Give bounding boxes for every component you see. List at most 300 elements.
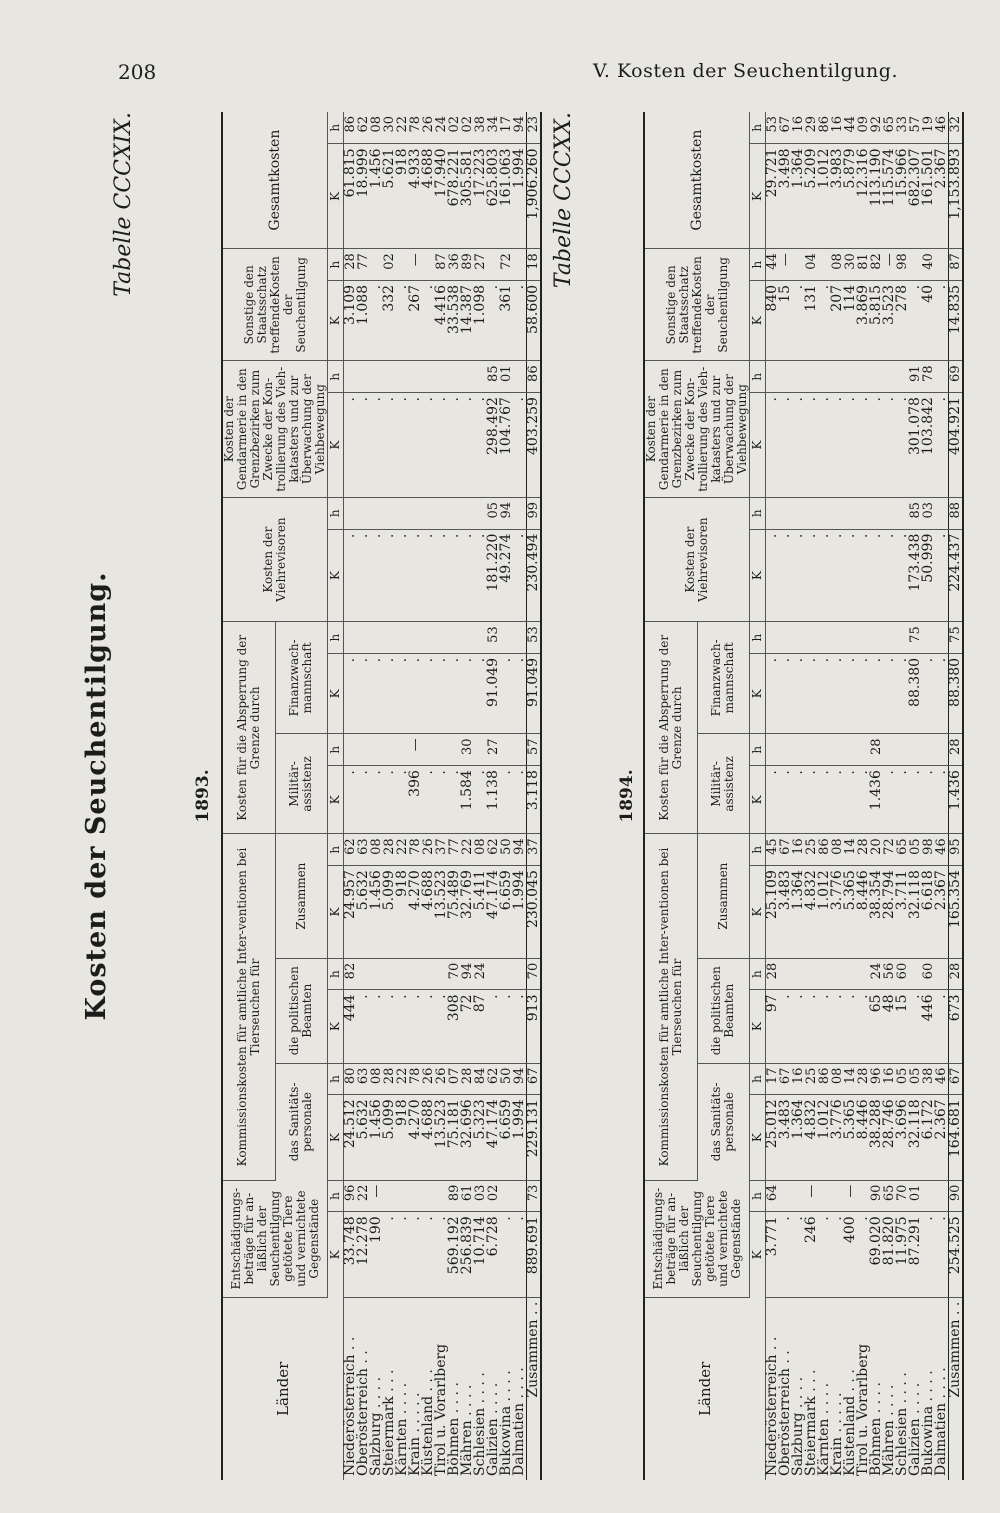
value-kronen: . — [513, 990, 527, 1063]
unit-h-header: h — [750, 497, 766, 529]
unit-k-header: K — [328, 653, 344, 733]
total-heller: 90 — [949, 1180, 964, 1212]
table-row — [779, 112, 792, 1480]
unit-k-header: K — [328, 990, 344, 1063]
value-heller: 78 — [409, 112, 422, 144]
unit-k-header: K — [750, 766, 766, 834]
value-heller: 77 — [357, 249, 370, 281]
value-kronen: . — [396, 653, 409, 733]
value-kronen: . — [896, 766, 909, 834]
value-heller: 08 — [831, 834, 844, 866]
value-heller — [513, 361, 527, 393]
value-kronen: . — [383, 393, 396, 498]
value-kronen: 361 — [500, 280, 513, 360]
value-heller — [818, 361, 831, 393]
value-kronen: . — [370, 990, 383, 1063]
value-kronen: . — [805, 766, 818, 834]
value-heller — [831, 361, 844, 393]
value-heller: 02 — [448, 112, 461, 144]
value-kronen: 1.584 — [461, 766, 474, 834]
value-heller: 28 — [461, 1063, 474, 1095]
value-heller: 67 — [779, 112, 792, 144]
land-name: Tirol u. Vorarlberg — [855, 1343, 871, 1476]
value-heller — [370, 497, 383, 529]
main-title: Kosten der Seuchentilgung. — [81, 571, 112, 1021]
value-heller: 05 — [909, 1063, 922, 1095]
land-name: Niederösterreich . . — [342, 1336, 358, 1476]
unit-h-header: h — [750, 112, 766, 144]
value-kronen: 1.012 — [818, 144, 831, 249]
value-kronen: . — [844, 393, 857, 498]
value-heller — [792, 622, 805, 654]
table-row — [922, 112, 935, 1480]
value-heller — [779, 497, 792, 529]
value-kronen: 2.367 — [935, 144, 949, 249]
value-heller: 25 — [805, 1063, 818, 1095]
value-kronen: 104.767 — [500, 393, 513, 498]
value-kronen: . — [844, 529, 857, 622]
value-kronen: 4.832 — [805, 866, 818, 959]
value-kronen: 305.581 — [461, 144, 474, 249]
value-kronen: . — [805, 393, 818, 498]
col-header-zusammen: Zusammen — [697, 834, 749, 958]
unit-k-header: K — [750, 280, 766, 360]
value-kronen: . — [500, 990, 513, 1063]
col-header-finanzwach: Finanzwach-mannschaft — [275, 622, 327, 734]
value-kronen: . — [344, 529, 358, 622]
value-heller — [779, 361, 792, 393]
value-kronen: . — [779, 653, 792, 733]
value-kronen: . — [805, 529, 818, 622]
value-kronen: 1.456 — [370, 866, 383, 959]
value-heller: 20 — [870, 834, 883, 866]
value-kronen: . — [935, 393, 949, 498]
year-label-1893: 1893. — [193, 769, 213, 823]
land-name: Krain . . . . . — [407, 1392, 423, 1476]
value-kronen: . — [344, 653, 358, 733]
value-kronen: 131 — [805, 280, 818, 360]
value-heller: 92 — [870, 112, 883, 144]
value-heller: 85 — [487, 361, 500, 393]
value-heller: 98 — [896, 249, 909, 281]
value-kronen: 32.696 — [461, 1095, 474, 1180]
value-kronen: . — [357, 653, 370, 733]
value-kronen: 190 — [370, 1212, 383, 1297]
col-header-gendarmerie: Kosten der Gendarmerie in den Grenzbezirken zum Zwecke der Kon-trollierung des Vieh-katasters und zur Überwachung der Viehbewegung — [222, 361, 328, 498]
value-heller: 60 — [896, 958, 909, 990]
value-kronen: . — [818, 1212, 831, 1297]
col-header-kommission: Kommissionskosten für amtliche Inter-ventionen bei Tierseuchen für — [644, 834, 697, 1180]
value-kronen: 1.012 — [818, 866, 831, 959]
value-heller — [792, 361, 805, 393]
value-heller: 30 — [461, 734, 474, 766]
value-kronen: . — [922, 1212, 935, 1297]
total-kronen: 88.380 — [949, 653, 964, 733]
value-heller: 08 — [831, 1063, 844, 1095]
value-kronen: . — [500, 1212, 513, 1297]
total-kronen: 3.118 — [527, 766, 542, 834]
value-kronen: . — [857, 990, 870, 1063]
unit-h-header: h — [750, 1063, 766, 1095]
value-heller — [935, 497, 949, 529]
value-kronen: . — [935, 766, 949, 834]
value-heller: 90 — [870, 1180, 883, 1212]
value-heller: 17 — [500, 112, 513, 144]
value-kronen: . — [513, 1212, 527, 1297]
value-heller — [818, 622, 831, 654]
unit-k-header: K — [750, 1095, 766, 1180]
unit-h-header: h — [328, 734, 344, 766]
table-row — [818, 112, 831, 1480]
value-heller: 77 — [448, 834, 461, 866]
value-kronen: . — [909, 990, 922, 1063]
value-heller — [513, 497, 527, 529]
value-kronen: 3.869 — [857, 280, 870, 360]
total-heller: 28 — [949, 958, 964, 990]
value-heller — [396, 622, 409, 654]
value-heller: 16 — [883, 1063, 896, 1095]
value-heller: 33 — [896, 112, 909, 144]
value-kronen: . — [779, 529, 792, 622]
value-kronen: 625.803 — [487, 144, 500, 249]
value-kronen: 47.174 — [487, 866, 500, 959]
total-heller: 23 — [527, 112, 542, 144]
value-kronen: 5.879 — [844, 144, 857, 249]
value-kronen: 3.483 — [779, 1095, 792, 1180]
value-heller: — — [370, 1180, 383, 1212]
unit-h-header: h — [328, 1063, 344, 1095]
value-kronen: 5.365 — [844, 1095, 857, 1180]
value-kronen: 5.411 — [474, 866, 487, 959]
value-kronen: 61.815 — [344, 144, 358, 249]
total-kronen: 1,906.260 — [527, 144, 542, 249]
value-heller: 53 — [766, 112, 780, 144]
value-heller — [766, 622, 780, 654]
value-heller: 94 — [513, 834, 527, 866]
total-kronen: 254.525 — [949, 1212, 964, 1297]
total-heller: 67 — [527, 1063, 542, 1095]
value-heller: 50 — [500, 1063, 513, 1095]
cost-table-1893 — [221, 112, 542, 1480]
value-kronen: 1.364 — [792, 866, 805, 959]
col-header-sonstige: Sonstige den Staatsschatz treffendeKosten der Seuchentilgung — [644, 249, 750, 361]
value-kronen: 3.711 — [896, 866, 909, 959]
value-kronen: . — [513, 393, 527, 498]
value-kronen: 6.728 — [487, 1212, 500, 1297]
value-heller: 64 — [766, 1180, 780, 1212]
value-kronen: 47.174 — [487, 1095, 500, 1180]
value-kronen: . — [396, 280, 409, 360]
total-kronen: 1.436 — [949, 766, 964, 834]
value-kronen: . — [370, 529, 383, 622]
value-heller — [896, 734, 909, 766]
value-kronen: . — [474, 766, 487, 834]
value-heller: 86 — [344, 112, 358, 144]
value-heller — [935, 1180, 949, 1212]
value-kronen: 2.367 — [935, 866, 949, 959]
value-kronen: 115.574 — [883, 144, 896, 249]
total-heller: 32 — [949, 112, 964, 144]
value-kronen: 33.748 — [344, 1212, 358, 1297]
value-heller: 57 — [909, 112, 922, 144]
value-kronen: 113.190 — [870, 144, 883, 249]
value-heller — [818, 958, 831, 990]
value-heller — [818, 734, 831, 766]
land-name: Steiermark . . . — [381, 1369, 397, 1476]
value-kronen: . — [792, 393, 805, 498]
value-kronen: . — [461, 529, 474, 622]
value-heller: 65 — [883, 112, 896, 144]
value-heller — [779, 1180, 792, 1212]
value-kronen: 918 — [396, 144, 409, 249]
value-heller — [422, 497, 435, 529]
value-kronen: 15 — [896, 990, 909, 1063]
value-heller — [357, 622, 370, 654]
value-kronen: 301.078 — [909, 393, 922, 498]
value-kronen: 38.354 — [870, 866, 883, 959]
value-heller — [792, 497, 805, 529]
value-heller — [883, 497, 896, 529]
value-heller — [513, 958, 527, 990]
value-kronen: 11.975 — [896, 1212, 909, 1297]
value-kronen: . — [844, 990, 857, 1063]
value-heller: — — [844, 1180, 857, 1212]
table-row — [831, 112, 844, 1480]
value-kronen: . — [883, 653, 896, 733]
value-heller — [396, 958, 409, 990]
value-heller: 22 — [396, 834, 409, 866]
value-kronen: . — [831, 990, 844, 1063]
table-label-1894: Tabelle CCCXX. — [551, 112, 576, 289]
value-heller — [344, 361, 358, 393]
value-heller — [779, 622, 792, 654]
value-kronen: . — [409, 1212, 422, 1297]
value-kronen: 12.316 — [857, 144, 870, 249]
land-name: Salzburg . . . . — [368, 1376, 384, 1476]
value-heller — [844, 361, 857, 393]
value-heller: 25 — [805, 834, 818, 866]
value-heller — [831, 497, 844, 529]
value-kronen: . — [435, 990, 448, 1063]
value-heller — [487, 958, 500, 990]
value-kronen: . — [805, 653, 818, 733]
value-heller — [844, 958, 857, 990]
unit-k-header: K — [328, 1212, 344, 1297]
value-kronen: . — [422, 766, 435, 834]
value-kronen: . — [792, 990, 805, 1063]
value-kronen: . — [818, 766, 831, 834]
value-heller — [500, 622, 513, 654]
value-heller — [357, 958, 370, 990]
total-kronen: 230.494 — [527, 529, 542, 622]
value-heller: 65 — [883, 1180, 896, 1212]
value-kronen: 298.492 — [487, 393, 500, 498]
total-label: Zusammen . . — [949, 1297, 964, 1480]
unit-h-header: h — [328, 361, 344, 393]
rotated-content — [75, 106, 963, 1486]
total-heller: 18 — [527, 249, 542, 281]
total-label: Zusammen . . — [527, 1297, 542, 1480]
value-heller — [805, 958, 818, 990]
value-heller — [870, 622, 883, 654]
total-heller: 73 — [527, 1180, 542, 1212]
value-heller — [883, 361, 896, 393]
value-heller: — — [883, 249, 896, 281]
value-heller: 78 — [409, 834, 422, 866]
value-kronen: . — [935, 529, 949, 622]
value-kronen: . — [383, 990, 396, 1063]
value-heller: 72 — [883, 834, 896, 866]
value-kronen: . — [922, 653, 935, 733]
value-kronen: . — [500, 766, 513, 834]
value-kronen: 50.999 — [922, 529, 935, 622]
value-heller — [461, 622, 474, 654]
value-heller: 02 — [383, 249, 396, 281]
value-kronen: 17.223 — [474, 144, 487, 249]
value-heller: 44 — [766, 249, 780, 281]
value-kronen: . — [435, 766, 448, 834]
value-kronen: . — [766, 653, 780, 733]
col-header-laender: Länder — [222, 1297, 344, 1480]
col-header-sanitaet: das Sanitäts-personale — [275, 1063, 327, 1180]
table-row — [370, 112, 383, 1480]
value-kronen: 114 — [844, 280, 857, 360]
value-heller: 61 — [461, 1180, 474, 1212]
value-heller — [357, 497, 370, 529]
value-kronen: . — [870, 529, 883, 622]
value-kronen: 1.138 — [487, 766, 500, 834]
value-heller: — — [409, 734, 422, 766]
value-kronen: . — [779, 393, 792, 498]
value-kronen: . — [383, 653, 396, 733]
table-label-1893: Tabelle CCCXIX. — [111, 112, 136, 297]
value-kronen: 32.769 — [461, 866, 474, 959]
value-kronen: 3.983 — [831, 144, 844, 249]
value-heller — [779, 734, 792, 766]
value-kronen: 1.012 — [818, 1095, 831, 1180]
value-heller: 08 — [370, 1063, 383, 1095]
value-heller: 01 — [909, 1180, 922, 1212]
value-kronen: . — [857, 529, 870, 622]
value-kronen: . — [831, 1212, 844, 1297]
unit-h-header: h — [328, 834, 344, 866]
value-heller — [461, 361, 474, 393]
value-heller — [935, 622, 949, 654]
value-heller: 98 — [922, 834, 935, 866]
value-kronen: . — [422, 1212, 435, 1297]
value-heller — [766, 734, 780, 766]
value-kronen: . — [818, 653, 831, 733]
value-kronen: . — [396, 393, 409, 498]
value-kronen: 18.999 — [357, 144, 370, 249]
value-heller — [766, 497, 780, 529]
value-heller — [344, 622, 358, 654]
unit-k-header: K — [750, 990, 766, 1063]
unit-k-header: K — [750, 144, 766, 249]
unit-k-header: K — [328, 766, 344, 834]
value-kronen: 173.438 — [909, 529, 922, 622]
value-heller: 75 — [909, 622, 922, 654]
value-kronen: . — [396, 990, 409, 1063]
value-heller — [357, 361, 370, 393]
total-heller: 95 — [949, 834, 964, 866]
value-heller: 26 — [422, 1063, 435, 1095]
value-heller — [344, 734, 358, 766]
value-heller — [396, 361, 409, 393]
land-name: Küstenland . . . — [842, 1369, 858, 1476]
value-kronen: . — [422, 529, 435, 622]
value-kronen: 8.446 — [857, 1095, 870, 1180]
total-kronen: 889.691 — [527, 1212, 542, 1297]
unit-h-header: h — [328, 1180, 344, 1212]
value-heller — [448, 497, 461, 529]
year-label-1894: 1894. — [617, 769, 637, 823]
value-heller — [779, 958, 792, 990]
value-heller: 08 — [370, 834, 383, 866]
value-kronen: . — [409, 990, 422, 1063]
col-header-laender: Länder — [644, 1297, 766, 1480]
value-heller — [383, 622, 396, 654]
value-kronen: . — [883, 766, 896, 834]
value-heller — [805, 361, 818, 393]
land-name: Schlesien . . . . — [472, 1372, 488, 1476]
value-heller: 28 — [344, 249, 358, 281]
cost-table-1894 — [643, 112, 964, 1480]
table-row — [383, 112, 396, 1480]
value-kronen: . — [396, 529, 409, 622]
total-heller: 88 — [949, 497, 964, 529]
value-heller — [500, 734, 513, 766]
value-kronen: 28.746 — [883, 1095, 896, 1180]
unit-h-header: h — [750, 249, 766, 281]
land-name: Bukowina . . . . — [498, 1370, 514, 1476]
value-heller — [513, 734, 527, 766]
value-kronen: . — [422, 393, 435, 498]
unit-k-header: K — [328, 529, 344, 622]
value-kronen: 4.688 — [422, 866, 435, 959]
value-heller — [422, 1180, 435, 1212]
unit-h-header: h — [328, 622, 344, 654]
value-heller — [383, 361, 396, 393]
col-header-entschaedigung: Entschädigungs-beträge für an-läßlich der Seuchentilgung getötete Tiere und vernichtete Gegenstände — [644, 1180, 750, 1297]
col-header-sonstige: Sonstige den Staatsschatz treffendeKosten der Seuchentilgung — [222, 249, 328, 361]
value-kronen: 3.771 — [766, 1212, 780, 1297]
value-kronen: 3.776 — [831, 866, 844, 959]
value-heller — [883, 734, 896, 766]
value-kronen: 49.274 — [500, 529, 513, 622]
value-kronen: 840 — [766, 280, 780, 360]
value-kronen: 918 — [396, 866, 409, 959]
value-heller: 04 — [805, 249, 818, 281]
value-heller — [513, 1180, 527, 1212]
unit-k-header: K — [750, 529, 766, 622]
value-heller: 05 — [487, 497, 500, 529]
unit-h-header: h — [328, 497, 344, 529]
value-heller: 78 — [922, 361, 935, 393]
value-kronen: 4.270 — [409, 1095, 422, 1180]
value-kronen: 5.632 — [357, 866, 370, 959]
value-heller — [922, 734, 935, 766]
value-heller — [883, 622, 896, 654]
value-heller: 16 — [792, 1063, 805, 1095]
value-heller: 65 — [896, 834, 909, 866]
value-kronen: . — [409, 393, 422, 498]
table-row — [409, 112, 422, 1480]
value-heller — [935, 249, 949, 281]
land-name: Böhmen . . . . — [868, 1382, 884, 1476]
value-kronen: 1.994 — [513, 866, 527, 959]
value-kronen: . — [448, 653, 461, 733]
